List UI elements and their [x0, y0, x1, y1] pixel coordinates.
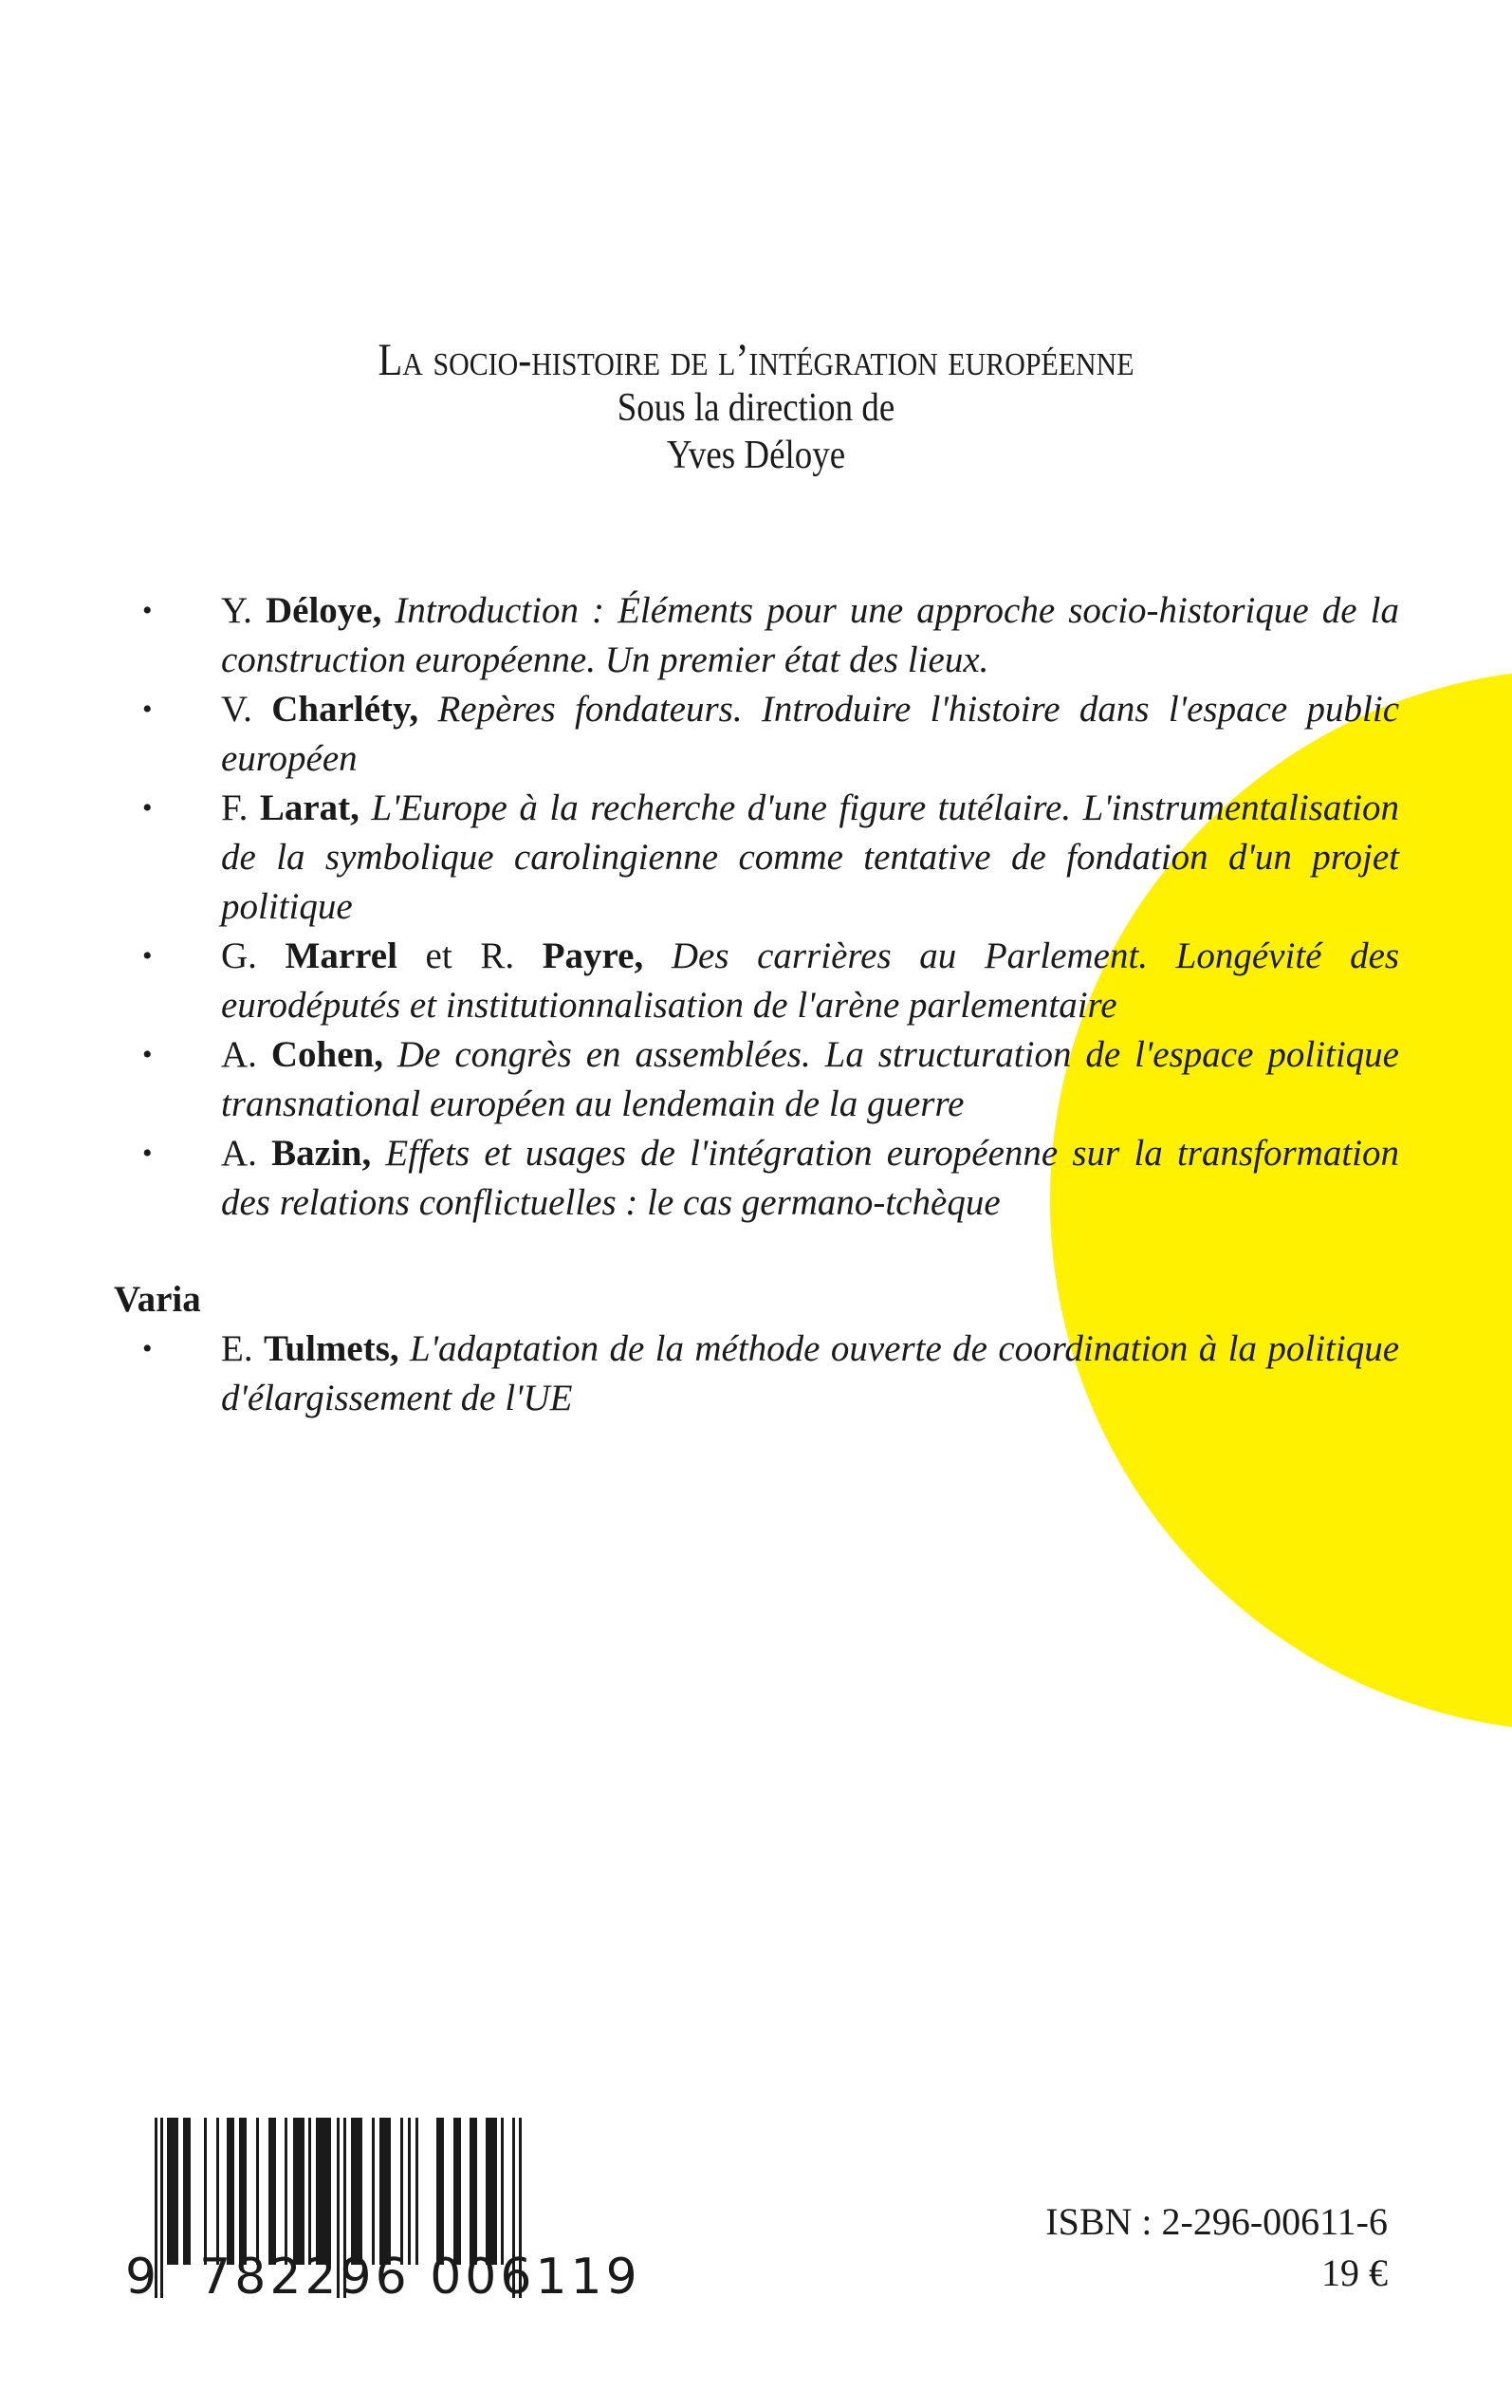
bullet-icon: •	[142, 1138, 153, 1169]
toc-entry	[114, 586, 1399, 685]
article-title: Repères fondateurs. Introduire l'histoire dans l'espace public européen	[221, 689, 1400, 779]
author-initial: G.	[221, 935, 257, 976]
author-name: Tulmets,	[263, 1328, 399, 1369]
article-title: L'Europe à la recherche d'une figure tutélaire. L'instrumentalisation de la symbolique carolingienne comme tentative de fondation d'un projet politique	[221, 787, 1400, 927]
author-initial: F.	[221, 787, 249, 828]
article-title: Effets et usages de l'intégration européenne sur la transformation des relations conflictuelles : le cas germano-tchèque	[221, 1133, 1400, 1223]
author-name: Cohen,	[270, 1034, 383, 1075]
toc-entry	[114, 1324, 1399, 1423]
article-title: Des carrières au Parlement. Longévité des eurodéputés et institutionnalisation de l'arène parlementaire	[221, 935, 1400, 1026]
toc-entry	[114, 1030, 1399, 1129]
bullet-icon: •	[142, 1039, 153, 1070]
article-title: L'adaptation de la méthode ouverte de coordination à la politique d'élargissement de l'UE	[221, 1328, 1400, 1418]
toc-entry	[114, 1129, 1399, 1228]
table-of-contents	[114, 586, 1399, 1423]
toc-entry	[114, 784, 1399, 932]
cover-header	[0, 337, 1512, 479]
bullet-icon: •	[142, 694, 153, 725]
author-name: Charléty,	[271, 689, 419, 730]
second-author-name: Payre,	[542, 935, 644, 976]
toc-entry	[114, 932, 1399, 1030]
author-name: Déloye,	[265, 590, 382, 631]
article-title: De congrès en assemblées. La structuration de l'espace politique transnational européen au lendemain de la guerre	[221, 1034, 1399, 1124]
author-initial: Y.	[221, 590, 252, 631]
author-joiner: et	[425, 935, 452, 976]
author-name: Bazin,	[271, 1133, 372, 1174]
author-initial: E.	[221, 1328, 253, 1369]
author-initial: V.	[221, 689, 252, 730]
bullet-icon: •	[142, 1333, 153, 1364]
editor-name: Yves Déloye	[666, 434, 846, 477]
bullet-icon: •	[142, 595, 153, 626]
book-title: La socio-histoire de l’intégration européenne	[378, 335, 1134, 385]
bullet-icon: •	[142, 940, 153, 972]
bullet-icon: •	[142, 792, 153, 824]
isbn: ISBN : 2-296-00611-6	[1045, 2200, 1388, 2243]
author-name: Marrel	[285, 935, 397, 976]
author-name: Larat,	[259, 787, 360, 828]
article-title: Introduction : Éléments pour une approche socio-historique de la construction européenne. Un premier état des lieux.	[221, 590, 1399, 680]
barcode-number	[125, 2249, 641, 2306]
barcode-group-2: 006119	[430, 2249, 641, 2306]
editor-intro: Sous la direction de	[617, 386, 895, 430]
barcode-group-1: 782296	[199, 2249, 411, 2306]
author-initial: A.	[221, 1034, 257, 1075]
toc-entry	[114, 685, 1399, 784]
price: 19 €	[1321, 2251, 1388, 2294]
second-author-initial: R.	[480, 935, 515, 976]
author-initial: A.	[221, 1133, 257, 1174]
varia-heading: Varia	[114, 1279, 201, 1320]
barcode-lead-digit: 9	[125, 2249, 161, 2306]
